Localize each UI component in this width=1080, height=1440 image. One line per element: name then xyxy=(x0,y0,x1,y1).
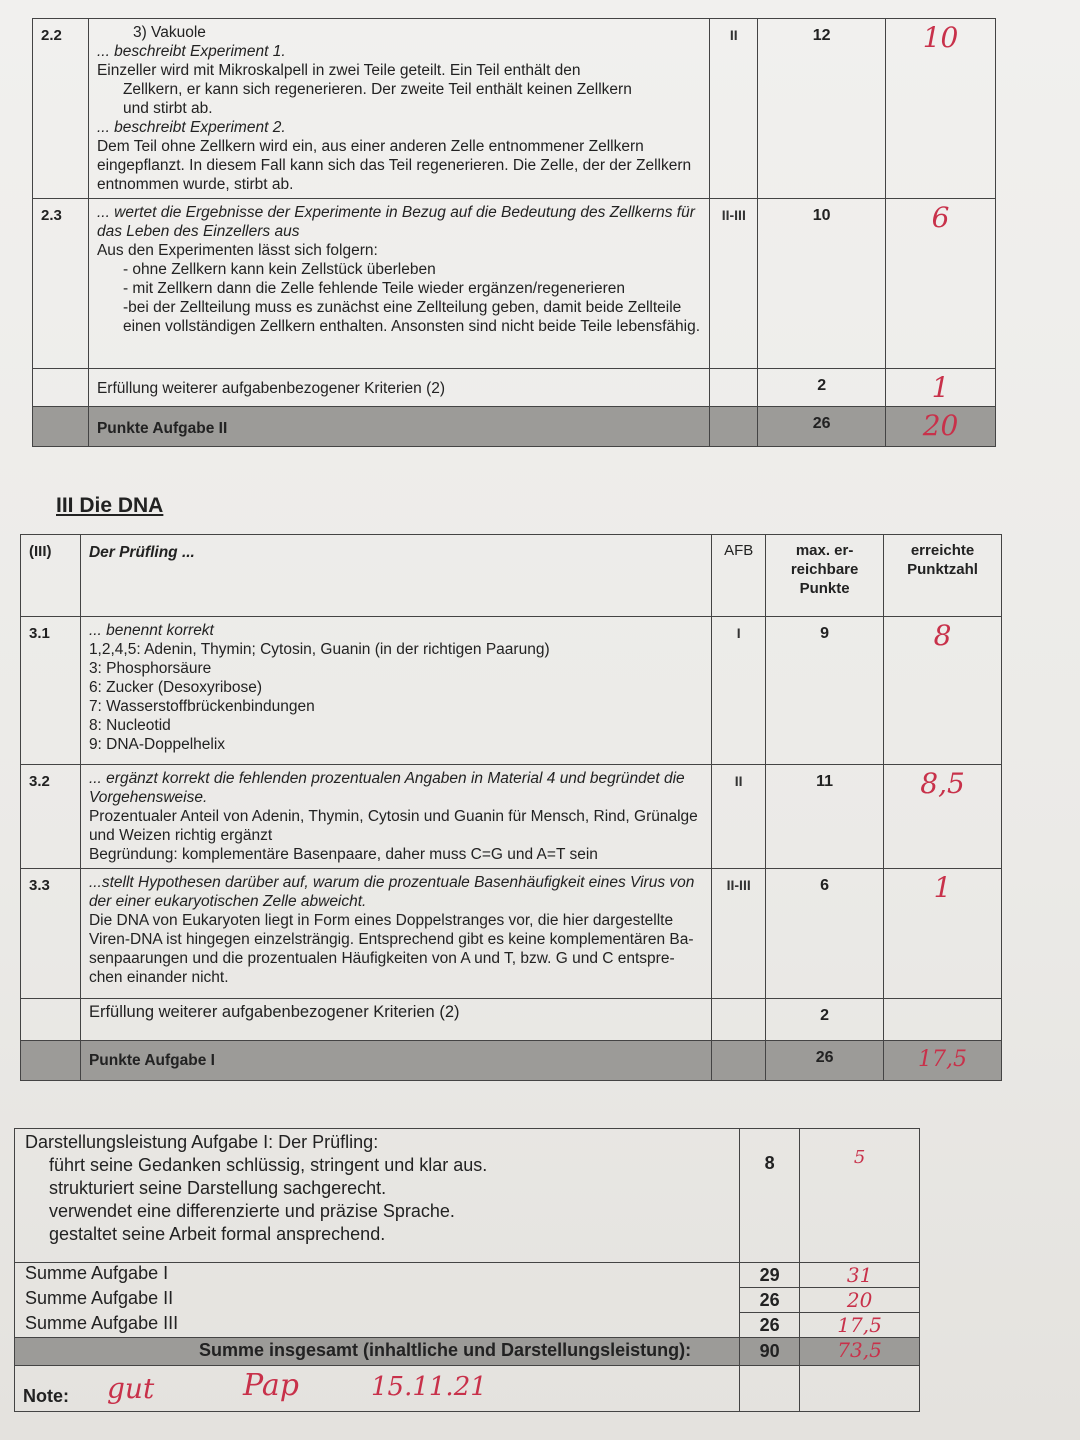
content-text: Einzeller wird mit Mikroskalpell in zwei Teile geteilt. Ein Teil enthält den xyxy=(96,62,581,79)
achieved-points-cell: 20 xyxy=(800,1288,920,1313)
achieved-points-cell: 17,5 xyxy=(800,1313,920,1338)
content-text: Begründung: komplementäre Basenpaare, daher muss C=G und A=T sein xyxy=(88,846,598,863)
list-item: 6: Zucker (Desoxyribose) xyxy=(88,679,263,696)
achieved-points-cell: 1 xyxy=(886,369,996,407)
achieved-points-cell: 17,5 xyxy=(884,1041,1002,1081)
content-text: Prozentualer Anteil von Adenin, Thymin, Cytosin und Guanin für Mensch, Rind, Grünalge und Weizen richtig ergänzt xyxy=(88,808,698,844)
table-row xyxy=(21,869,1002,999)
summary-table xyxy=(14,1128,920,1412)
total-label: Punkte Aufgabe II xyxy=(88,407,709,447)
sum-row xyxy=(15,1288,920,1313)
afb-cell: II-III xyxy=(712,869,766,999)
note-label: Note: xyxy=(23,1386,69,1406)
note-cell xyxy=(15,1366,740,1412)
list-item: führt seine Gedanken schlüssig, stringent und klar aus. xyxy=(49,1155,488,1175)
row-number: 2.3 xyxy=(33,199,89,369)
content-text: Aus den Experimenten lässt sich folgern: xyxy=(96,242,378,259)
darstellung-title: Darstellungsleistung Aufgabe I: Der Prüfling: xyxy=(25,1132,379,1152)
table-row xyxy=(21,765,1002,869)
table-row-total xyxy=(21,1041,1002,1081)
max-points-cell: 9 xyxy=(766,617,884,765)
max-points-cell: 26 xyxy=(740,1313,800,1338)
section-title: III Die DNA xyxy=(56,494,164,517)
list-item: 3: Phosphorsäure xyxy=(88,660,212,677)
signature: Pap xyxy=(243,1368,299,1403)
row-number: 3.2 xyxy=(21,765,81,869)
max-points-cell: 2 xyxy=(758,369,886,407)
max-points-cell: 8 xyxy=(740,1129,800,1263)
table-row-total xyxy=(33,407,996,447)
sum-total-row xyxy=(15,1338,920,1366)
max-points-cell: 10 xyxy=(758,199,886,369)
sum-label: Summe Aufgabe II xyxy=(15,1288,740,1313)
content-lead: ... ergänzt korrekt die fehlenden prozentualen Angaben in Material 4 und begründet die Vorgehensweise. xyxy=(88,770,685,806)
table-header-row xyxy=(21,535,1002,617)
list-item: 7: Wasserstoffbrückenbindungen xyxy=(88,698,315,715)
aufgabe-3-table xyxy=(20,534,1002,1081)
note-row xyxy=(15,1366,920,1412)
row-content xyxy=(80,765,711,869)
list-item: 9: DNA-Doppelhelix xyxy=(88,736,226,753)
achieved-points-cell: 8 xyxy=(884,617,1002,765)
darstellung-text xyxy=(15,1129,740,1263)
achieved-points-cell: 8,5 xyxy=(884,765,1002,869)
darstellung-row xyxy=(15,1129,920,1263)
afb-cell: II xyxy=(712,765,766,869)
sum-row xyxy=(15,1263,920,1288)
content-text: Dem Teil ohne Zellkern wird ein, aus einer anderen Zelle entnommener Zellkern eingepflanzt. In diesem Fall kann sich das Teil regenerieren. Die Zelle, der der Zellkern entnommen wurde, stirbt ab. xyxy=(96,138,692,193)
content-lead: ... beschreibt Experiment 1. xyxy=(96,43,286,60)
max-points-cell: 12 xyxy=(758,19,886,199)
criteria-label: Erfüllung weiterer aufgabenbezogener Kriterien (2) xyxy=(88,369,709,407)
content-lead: ...stellt Hypothesen darüber auf, warum die prozentuale Basenhäufigkeit eines Virus von der einer eukaryotischen Zelle abweicht. xyxy=(88,874,695,910)
header-label: Der Prüfling ... xyxy=(80,535,711,617)
achieved-points-cell: 5 xyxy=(800,1129,920,1263)
row-content xyxy=(80,617,711,765)
criteria-label: Erfüllung weiterer aufgabenbezogener Kriterien (2) xyxy=(80,999,711,1041)
content-text: Zellkern, er kann sich regenerieren. Der zweite Teil enthält keinen Zellkern xyxy=(122,81,632,98)
content-lead: ... beschreibt Experiment 2. xyxy=(96,119,286,136)
achieved-points-cell: 20 xyxy=(886,407,996,447)
sum-label: Summe Aufgabe I xyxy=(15,1263,740,1288)
achieved-points-cell: 31 xyxy=(800,1263,920,1288)
table-row xyxy=(21,617,1002,765)
content-lead: ... benennt korrekt xyxy=(88,622,214,639)
max-points-cell: 11 xyxy=(766,765,884,869)
content-text: und stirbt ab. xyxy=(122,100,213,117)
list-item: strukturiert seine Darstellung sachgerecht. xyxy=(49,1178,387,1198)
row-number: 3.1 xyxy=(21,617,81,765)
date: 15.11.21 xyxy=(371,1372,487,1402)
table-row xyxy=(33,19,996,199)
table-row xyxy=(21,999,1002,1041)
header-afb: AFB xyxy=(712,535,766,617)
max-points-cell: 90 xyxy=(740,1338,800,1366)
max-points-cell: 6 xyxy=(766,869,884,999)
table-row xyxy=(33,199,996,369)
total-label: Punkte Aufgabe I xyxy=(80,1041,711,1081)
row-number: 3.3 xyxy=(21,869,81,999)
header-max-points: max. er- reichbare Punkte xyxy=(766,535,884,617)
row-content xyxy=(80,869,711,999)
content-heading: 3) Vakuole xyxy=(132,24,206,41)
header-achieved-points: erreichte Punktzahl xyxy=(884,535,1002,617)
note-value: gut xyxy=(107,1372,155,1405)
afb-cell: II xyxy=(710,19,758,199)
list-item: 1,2,4,5: Adenin, Thymin; Cytosin, Guanin (in der richtigen Paarung) xyxy=(88,641,550,658)
list-item: 8: Nucleotid xyxy=(88,717,171,734)
content-bullet: - mit Zellkern dann die Zelle fehlende Teile wieder ergänzen/regenerieren xyxy=(122,280,625,297)
achieved-points-cell: 10 xyxy=(886,19,996,199)
content-text: Die DNA von Eukaryoten liegt in Form eines Doppelstranges vor, die hier dargestellte Viren-DNA ist hingegen einzelsträngig. Entsprechend gibt es keine komplementären Ba-senpaarungen und die prozentualen Häufigkeiten von A und T, bzw. G und C entspre-chen einander nicht. xyxy=(88,912,694,986)
max-points-cell: 2 xyxy=(766,999,884,1041)
list-item: verwendet eine differenzierte und präzise Sprache. xyxy=(49,1201,455,1221)
afb-cell: I xyxy=(712,617,766,765)
header-number: (III) xyxy=(21,535,81,617)
afb-cell: II-III xyxy=(710,199,758,369)
max-points-cell: 29 xyxy=(740,1263,800,1288)
achieved-points-cell: 6 xyxy=(886,199,996,369)
list-item: gestaltet seine Arbeit formal ansprechend. xyxy=(49,1224,386,1244)
achieved-points-cell: 1 xyxy=(884,869,1002,999)
sum-total-label: Summe insgesamt (inhaltliche und Darstellungsleistung): xyxy=(15,1338,740,1366)
sum-row xyxy=(15,1313,920,1338)
table-row xyxy=(33,369,996,407)
row-content xyxy=(88,199,709,369)
content-bullet: - ohne Zellkern kann kein Zellstück überleben xyxy=(122,261,436,278)
achieved-points-cell: 73,5 xyxy=(800,1338,920,1366)
max-points-cell: 26 xyxy=(740,1288,800,1313)
row-content xyxy=(88,19,709,199)
content-bullet: -bei der Zellteilung muss es zunächst eine Zellteilung geben, damit beide Zellteile einen vollständigen Zellkern enthalten. Ansonsten sind nicht beide Teile lebensfähig. xyxy=(122,299,701,335)
achieved-points-cell xyxy=(884,999,1002,1041)
max-points-cell: 26 xyxy=(758,407,886,447)
content-lead: ... wertet die Ergebnisse der Experimente in Bezug auf die Bedeutung des Zellkerns für das Leben des Einzellers aus xyxy=(96,204,695,240)
aufgabe-2-table xyxy=(32,18,996,447)
max-points-cell: 26 xyxy=(766,1041,884,1081)
sum-label: Summe Aufgabe III xyxy=(15,1313,740,1338)
row-number: 2.2 xyxy=(33,19,89,199)
